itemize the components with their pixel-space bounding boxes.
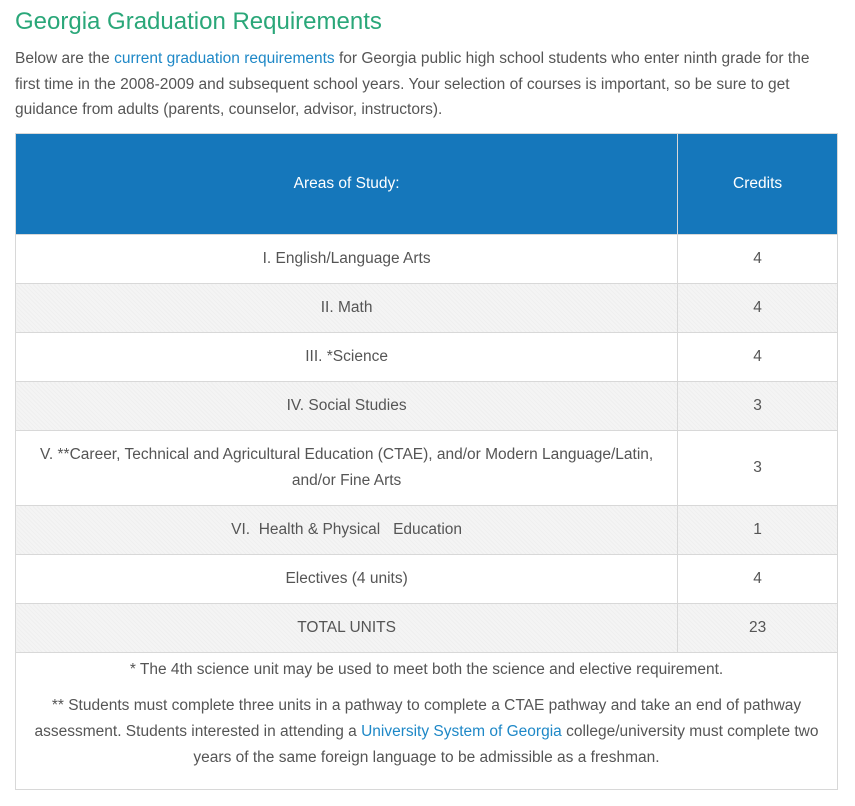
table-row	[16, 333, 838, 382]
ctae-footnote-text-before: ** Students must complete three units in a pathway to complete a CTAE pathway and take an end of pathway assessment. Students interested in attending a	[34, 697, 802, 740]
area-cell: IV. Social Studies	[16, 382, 678, 431]
credits-cell: 4	[678, 284, 838, 333]
table-row	[16, 382, 838, 431]
graduation-requirements-link[interactable]: current graduation requirements	[114, 50, 335, 67]
ctae-footnote-text-after: college/university must complete two years of the same foreign language to be admissible as a freshman.	[193, 723, 819, 766]
total-credits-cell: 23	[678, 604, 838, 653]
credits-cell: 1	[678, 506, 838, 555]
table-row	[16, 506, 838, 555]
area-cell: II. Math	[16, 284, 678, 333]
table-row	[16, 555, 838, 604]
credits-cell: 4	[678, 555, 838, 604]
credits-cell: 4	[678, 333, 838, 382]
intro-text-after: for Georgia public high school students who enter ninth grade for the first time in the 2008-2009 and subsequent school years. Your selection of courses is important, so be sure to get guidance from adults (parents, counselor, advisor, instructors).	[15, 50, 810, 118]
science-footnote: * The 4th science unit may be used to meet both the science and elective requirement.	[129, 661, 724, 678]
credits-cell: 3	[678, 382, 838, 431]
credits-cell: 4	[678, 235, 838, 284]
area-cell: VI. Health & Physical Education	[16, 506, 678, 555]
total-label-cell: TOTAL UNITS	[16, 604, 678, 653]
table-header-row	[16, 134, 838, 235]
area-cell: Electives (4 units)	[16, 555, 678, 604]
page-title: Georgia Graduation Requirements	[15, 8, 382, 35]
footnotes	[30, 657, 823, 771]
ctae-footnote	[30, 693, 823, 771]
area-cell: III. *Science	[16, 333, 678, 382]
university-system-link[interactable]: University System of Georgia	[361, 723, 562, 740]
area-cell: V. **Career, Technical and Agricultural Education (CTAE), and/or Modern Language/Latin, and/or Fine Arts	[16, 431, 678, 506]
header-credits: Credits	[678, 134, 838, 235]
table-row	[16, 284, 838, 333]
page-content	[15, 0, 838, 766]
intro-paragraph	[15, 46, 838, 123]
intro-text-before: Below are the	[15, 50, 115, 67]
header-areas-of-study: Areas of Study:	[16, 134, 678, 235]
table-row	[16, 235, 838, 284]
notes-cell	[16, 653, 838, 790]
credits-cell: 3	[678, 431, 838, 506]
requirements-table	[15, 133, 838, 790]
table-row	[16, 431, 838, 506]
area-cell: I. English/Language Arts	[16, 235, 678, 284]
total-row	[16, 604, 838, 653]
notes-row	[16, 653, 838, 790]
